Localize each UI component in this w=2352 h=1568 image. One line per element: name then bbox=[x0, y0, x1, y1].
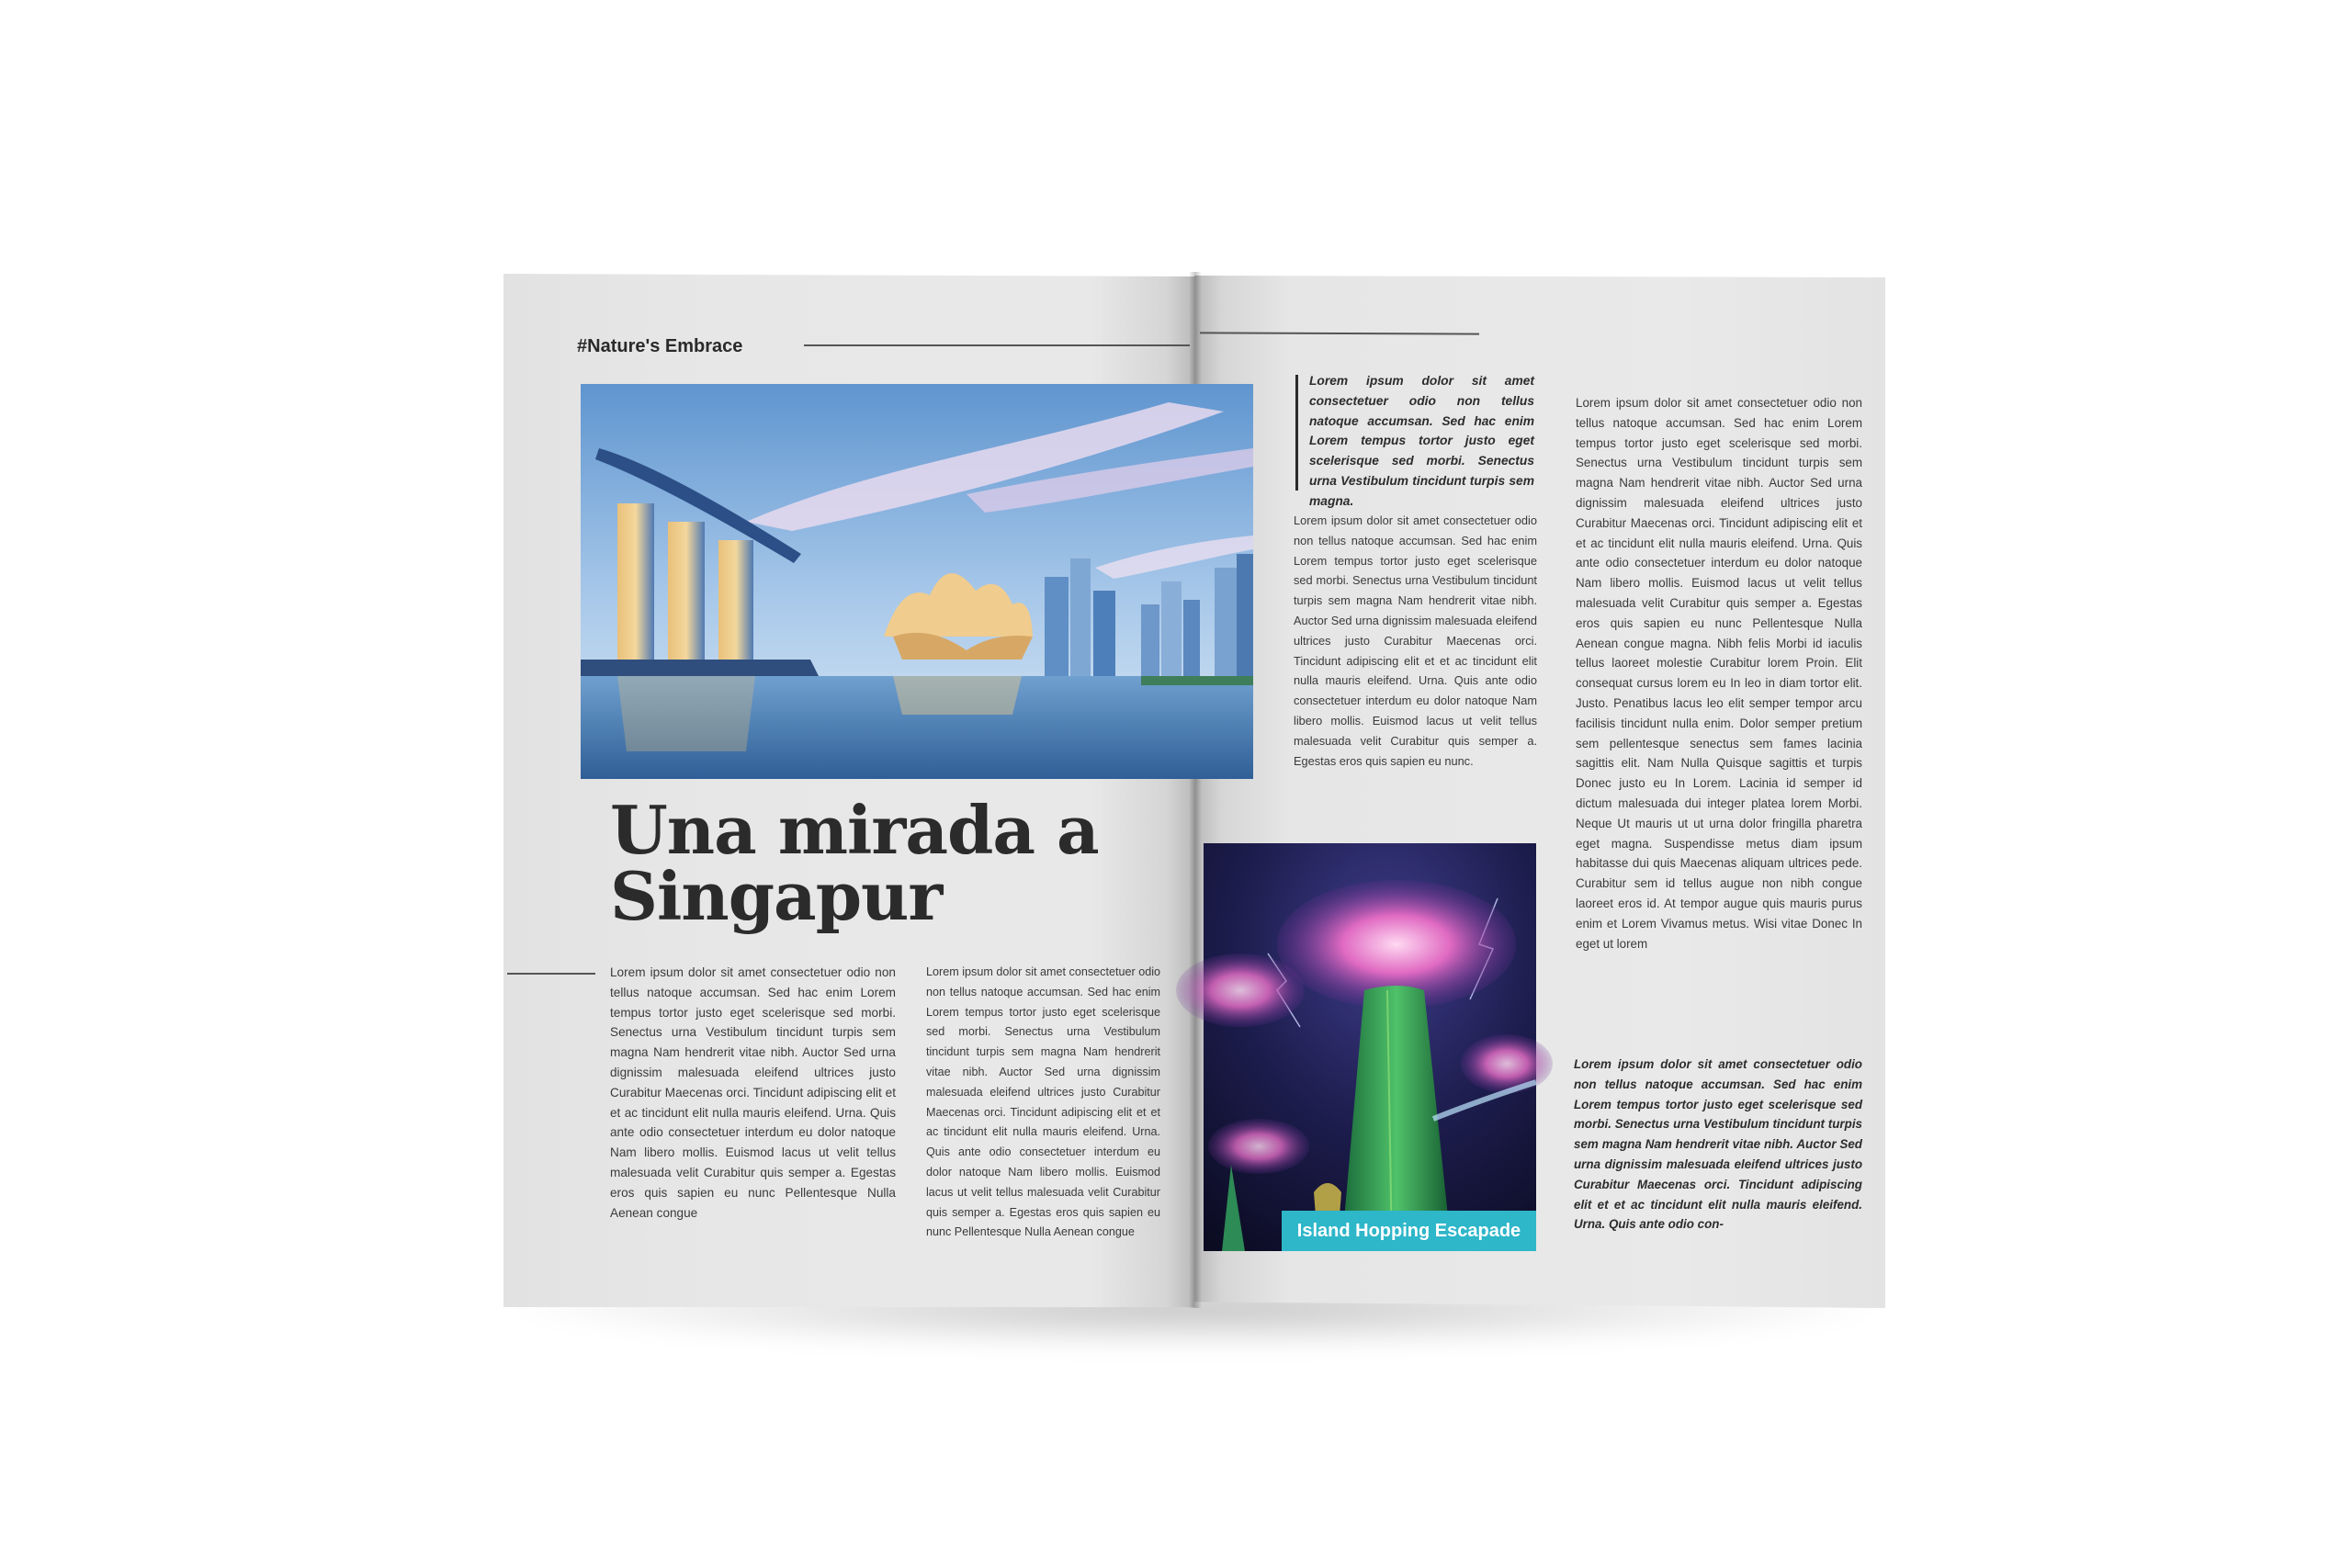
left-column-1: Lorem ipsum dolor sit amet consectetuer odio non tellus natoque accumsan. Sed hac enim Lorem tempus tortor justo eget scelerisque sed morbi. Senectus urna Vestibulum tincidunt turpis sem magna Nam hendrerit vitae nibh. Auctor Sed urna dignissim malesuada eleifend ultrices justo Curabitur Maecenas orci. Tincidunt adipiscing elit et et ac tincidunt elit nulla mauris eleifend. Urna. Quis ante odio consectetuer interdum eu dolor natoque Nam libero mollis. Euismod lacus ut velit tellus malesuada velit Curabitur quis semper a. Egestas eros quis sapien eu nunc Pellentesque Nulla Aenean congue bbox=[610, 965, 896, 1220]
article-title bbox=[610, 791, 1125, 935]
right-column-2: Lorem ipsum dolor sit amet consectetuer odio non tellus natoque accumsan. Sed hac enim Lorem tempus tortor justo eget scelerisque sed morbi. Senectus urna Vestibulum tincidunt turpis sem magna Nam hendrerit vitae nibh. Auctor Sed urna dignissim malesuada eleifend ultrices justo Curabitur Maecenas orci. Tincidunt adipiscing elit et et ac tincidunt elit nulla mauris eleifend. Urna. Quis ante odio consectetuer interdum eu dolor natoque Nam libero mollis. Euismod lacus ut velit tellus malesuada velit Curabitur quis semper a. Egestas eros quis sapien eu nunc Pellentesque Nulla Aenean congue magna. Nibh felis Morbi id iaculis tellus laoreet molestie Curabitur lorem Proin. Elit consequat cursus lorem eu In leo in diam tortor elit. Justo. Penatibus lacus leo elit semper tempor arcu facilisis tincidunt nulla enim. Dolor semper pretium sem pellentesque senectus sem fames lacinia sagittis elit. Nam Nulla Quisque sagittis et turpis Donec justo eu In Lorem. Lacinia id semper id dictum malesuada dui integer platea lorem Morbi. Neque Ut mauris ut ut urna dolor fringilla pharetra eget magna. Suspendisse metus diam ipsum habitasse dui quis Maecenas aliquam ultrices pede. Curabitur sem id tellus augue non nibh congue laoreet eros id. At tempor augue quis mauris purus enim et Lorem Vivamus metus. Wisi vitae Donec In eget ut lorem bbox=[1576, 396, 1862, 951]
right-column-2-italic: Lorem ipsum dolor sit amet consectetuer odio non tellus natoque accumsan. Sed hac enim Lorem tempus tortor justo eget scelerisque sed morbi. Senectus urna Vestibulum tincidunt turpis sem magna Nam hendrerit vitae nibh. Auctor Sed urna dignissim malesuada eleifend ultrices justo Curabitur Maecenas orci. Tincidunt adipiscing elit et et ac tincidunt elit nulla mauris eleifend. Urna. Quis ante odio con- bbox=[1574, 1057, 1862, 1232]
right-column-1: Lorem ipsum dolor sit amet consectetuer odio non tellus natoque accumsan. Sed hac enim Lorem tempus tortor justo eget scelerisque sed morbi. Senectus urna Vestibulum tincidunt turpis sem magna Nam hendrerit vitae nibh. Auctor Sed urna dignissim malesuada eleifend ultrices justo Curabitur Maecenas orci. Tincidunt adipiscing elit et et ac tincidunt elit nulla mauris eleifend. Urna. Quis ante odio consectetuer interdum eu dolor natoque Nam libero mollis. Euismod lacus ut velit tellus malesuada velit Curabitur quis semper a. Egestas eros quis sapien eu nunc. bbox=[1294, 513, 1537, 768]
pull-quote-bar bbox=[1295, 375, 1298, 491]
pull-quote: Lorem ipsum dolor sit amet consectetuer odio non tellus natoque accumsan. Sed hac enim Lorem tempus tortor justo eget scelerisque sed morbi. Senectus urna Vestibulum tincidunt turpis sem magna. bbox=[1309, 374, 1534, 508]
hero-illustration bbox=[581, 384, 1253, 779]
title-line-1: Una mirada a bbox=[610, 791, 1099, 869]
supertree-photo bbox=[1204, 843, 1536, 1251]
title-line-2: Singapur bbox=[610, 857, 943, 935]
section-tag: #Nature's Embrace bbox=[577, 336, 743, 356]
singapore-skyline-icon bbox=[581, 384, 1253, 779]
body-rule-left bbox=[507, 973, 595, 975]
left-column-2: Lorem ipsum dolor sit amet consectetuer odio non tellus natoque accumsan. Sed hac enim Lorem tempus tortor justo eget scelerisque sed morbi. Senectus urna Vestibulum tincidunt turpis sem magna Nam hendrerit vitae nibh. Auctor Sed urna dignissim malesuada eleifend ultrices justo Curabitur Maecenas orci. Tincidunt adipiscing elit et et ac tincidunt elit nulla mauris eleifend. Urna. Quis ante odio consectetuer interdum eu dolor natoque Nam libero mollis. Euismod lacus ut velit tellus malesuada velit Curabitur quis semper a. Egestas eros quis sapien eu nunc Pellentesque Nulla Aenean congue bbox=[926, 965, 1160, 1239]
supertrees-night-icon bbox=[1204, 843, 1536, 1251]
header-rule-left bbox=[804, 344, 1190, 346]
photo-caption: Island Hopping Escapade bbox=[1282, 1211, 1536, 1251]
